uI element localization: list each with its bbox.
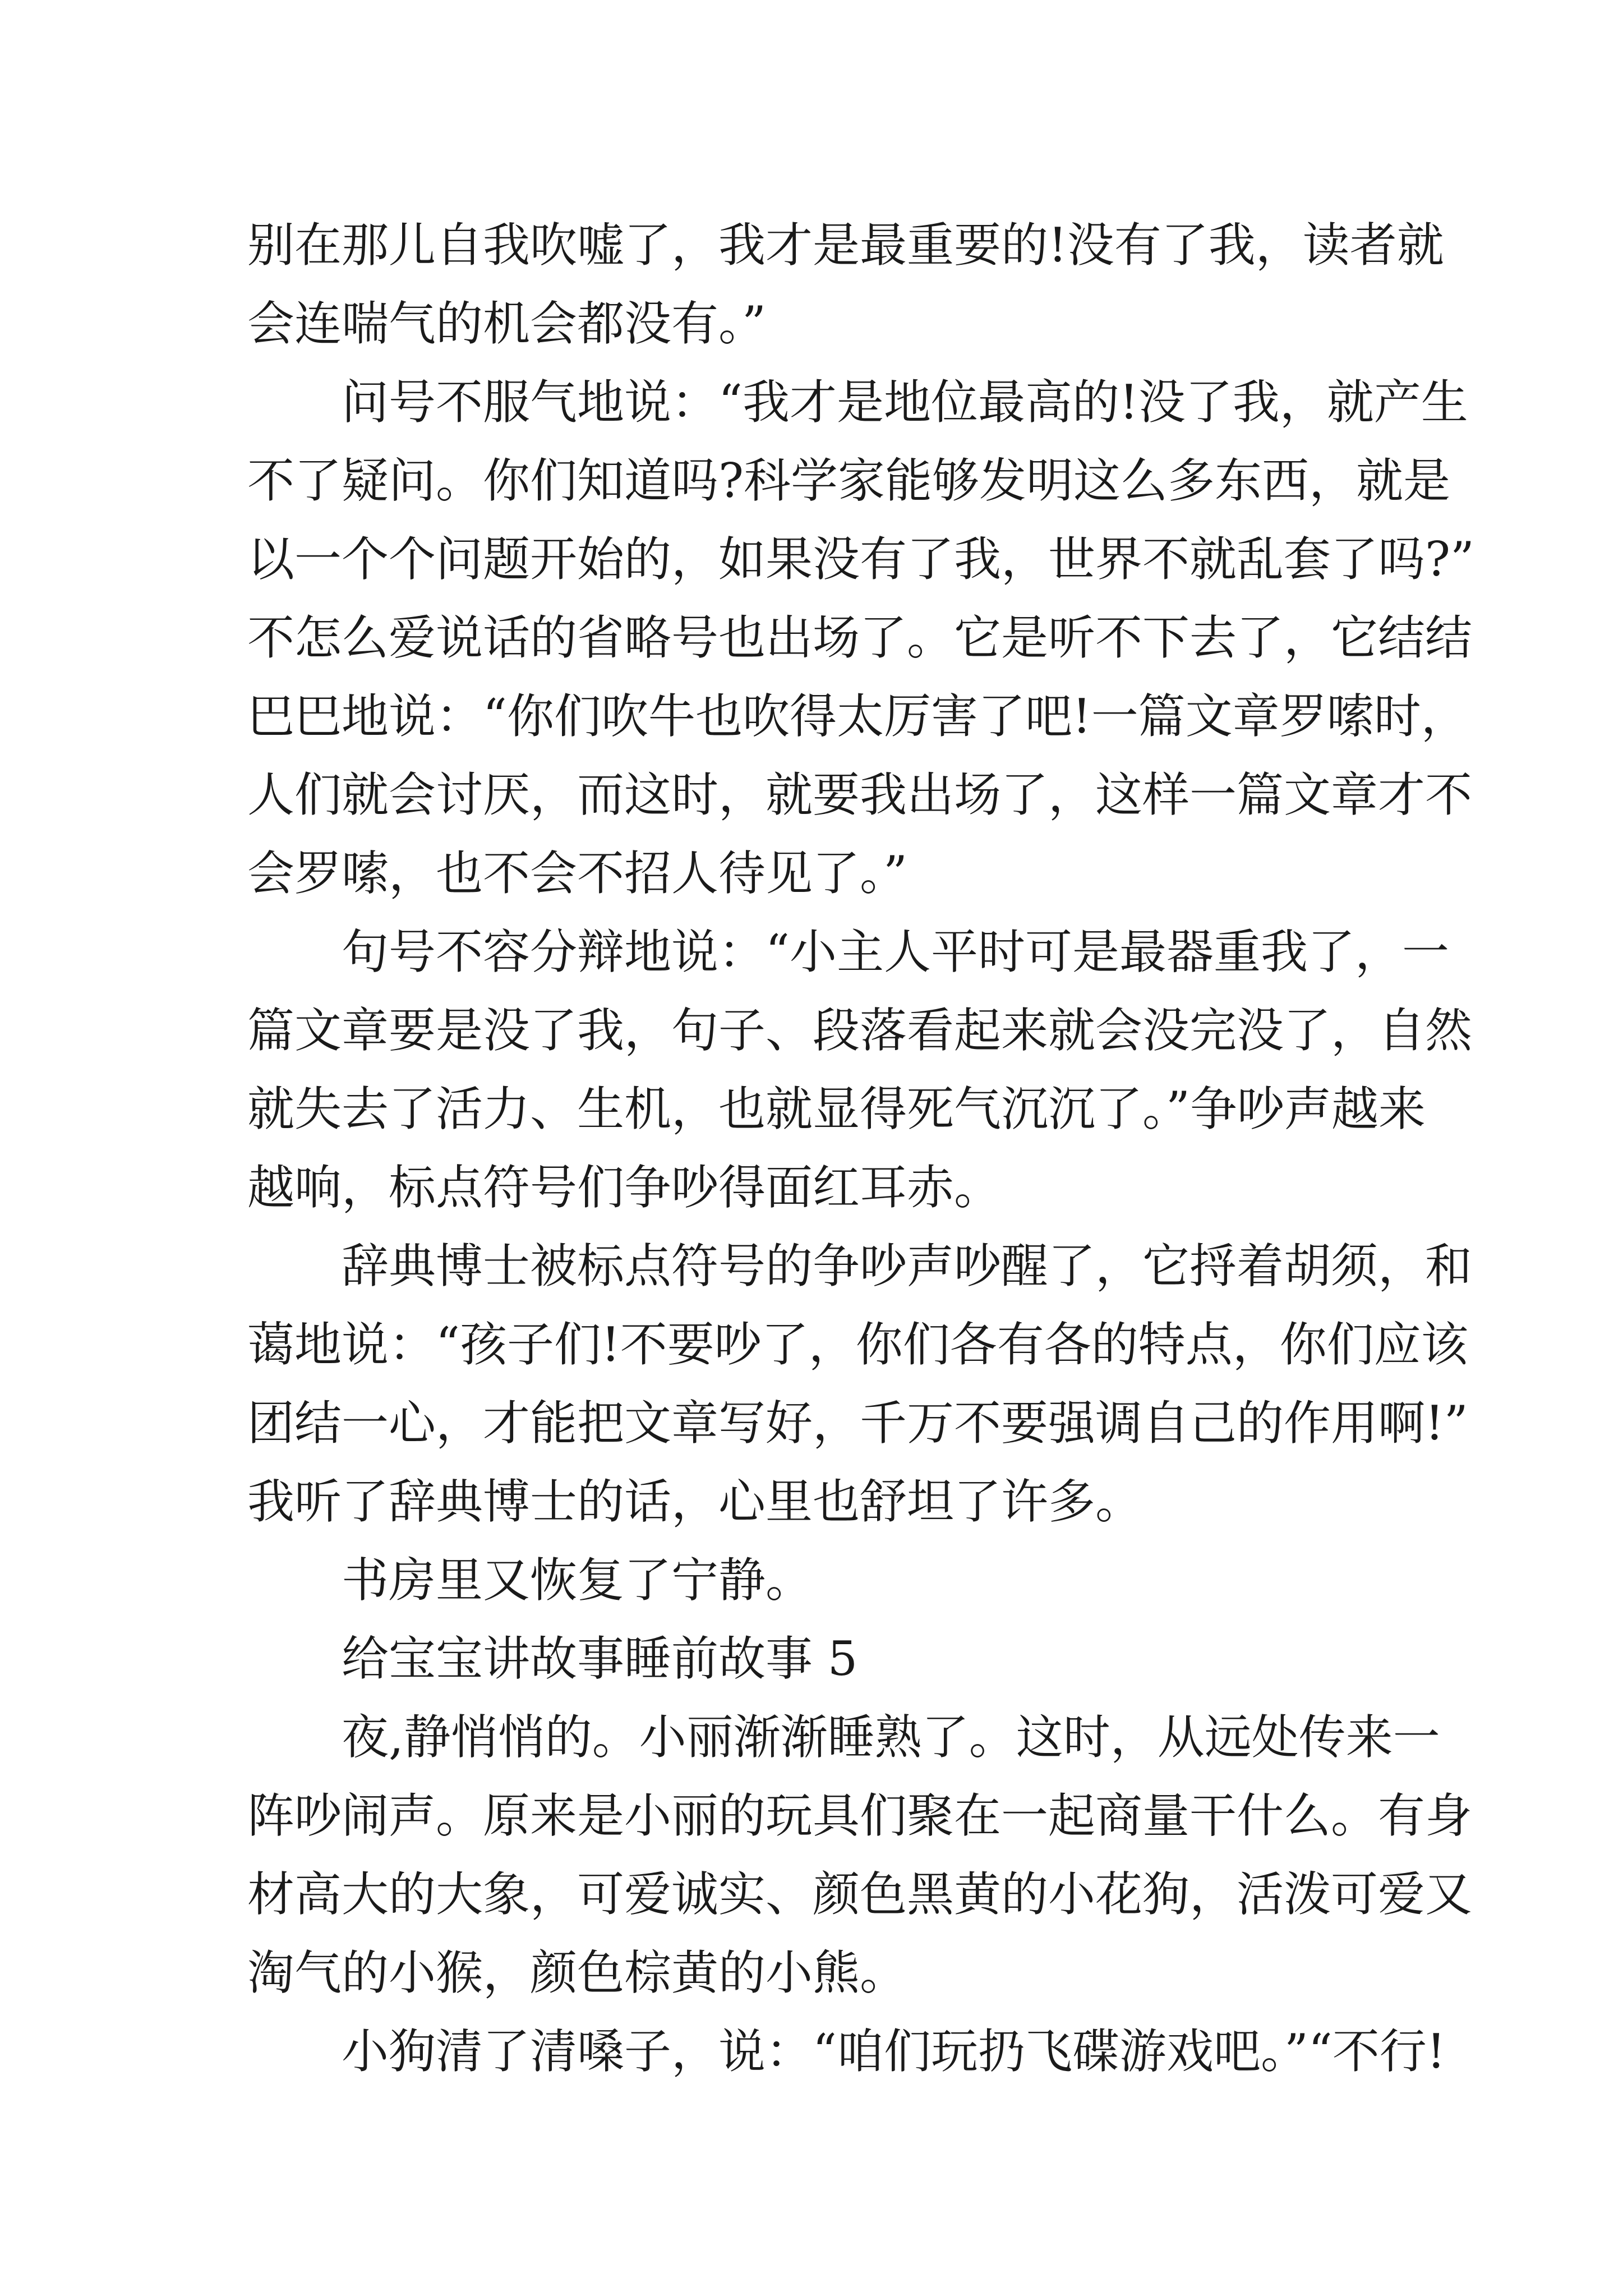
text-line: 别在那儿自我吹嘘了，我才是最重要的!没有了我，读者就 — [247, 218, 1444, 273]
body-text — [247, 206, 1474, 2091]
text-line: 蔼地说：“孩子们!不要吵了，你们各有各的特点，你们应该 — [247, 1317, 1468, 1372]
paragraph-start-line: 问号不服气地说：“我才是地位最高的!没了我，就产生 — [342, 375, 1468, 430]
text-line: 不怎么爱说话的省略号也出场了。它是听不下去了，它结结 — [247, 610, 1473, 665]
paragraph-start-line: 小狗清了清嗓子，说：“咱们玩扔飞碟游戏吧。”“不行! — [342, 2024, 1446, 2079]
text-line: 会罗嗦，也不会不招人待见了。” — [247, 846, 907, 901]
paragraph-start-line: 句号不容分辩地说：“小主人平时可是最器重我了，一 — [342, 924, 1449, 979]
paragraph-start-line: 辞典博士被标点符号的争吵声吵醒了，它捋着胡须，和 — [342, 1239, 1473, 1294]
section-heading: 给宝宝讲故事睡前故事 5 — [342, 1631, 858, 1686]
text-line: 阵吵闹声。原来是小丽的玩具们聚在一起商量干什么。有身 — [247, 1788, 1473, 1843]
text-line: 我听了辞典博士的话，心里也舒坦了许多。 — [247, 1474, 1143, 1529]
text-line: 会连喘气的机会都没有。” — [247, 296, 766, 351]
paragraph-start-line: 夜,静悄悄的。小丽渐渐睡熟了。这时，从远处传来一 — [342, 1710, 1440, 1765]
text-line: 淘气的小猴，颜色棕黄的小熊。 — [247, 1945, 907, 2000]
text-line: 人们就会讨厌，而这时，就要我出场了，这样一篇文章才不 — [247, 767, 1473, 822]
text-line: 巴巴地说：“你们吹牛也吹得太厉害了吧!一篇文章罗嗦时， — [247, 689, 1468, 744]
text-line: 篇文章要是没了我，句子、段落看起来就会没完没了，自然 — [247, 1003, 1473, 1058]
text-line: 就失去了活力、生机，也就显得死气沉沉了。”争吵声越来 — [247, 1082, 1426, 1137]
text-line: 不了疑问。你们知道吗?科学家能够发明这么多东西，就是 — [247, 453, 1451, 508]
paragraph-start-line: 书房里又恢复了宁静。 — [342, 1553, 813, 1608]
text-line: 以一个个问题开始的，如果没有了我，世界不就乱套了吗?” — [247, 532, 1474, 587]
text-line: 团结一心，才能把文章写好，千万不要强调自己的作用啊!” — [247, 1396, 1468, 1451]
text-line: 材高大的大象，可爱诚实、颜色黑黄的小花狗，活泼可爱又 — [247, 1867, 1473, 1922]
text-line: 越响，标点符号们争吵得面红耳赤。 — [247, 1160, 1002, 1215]
